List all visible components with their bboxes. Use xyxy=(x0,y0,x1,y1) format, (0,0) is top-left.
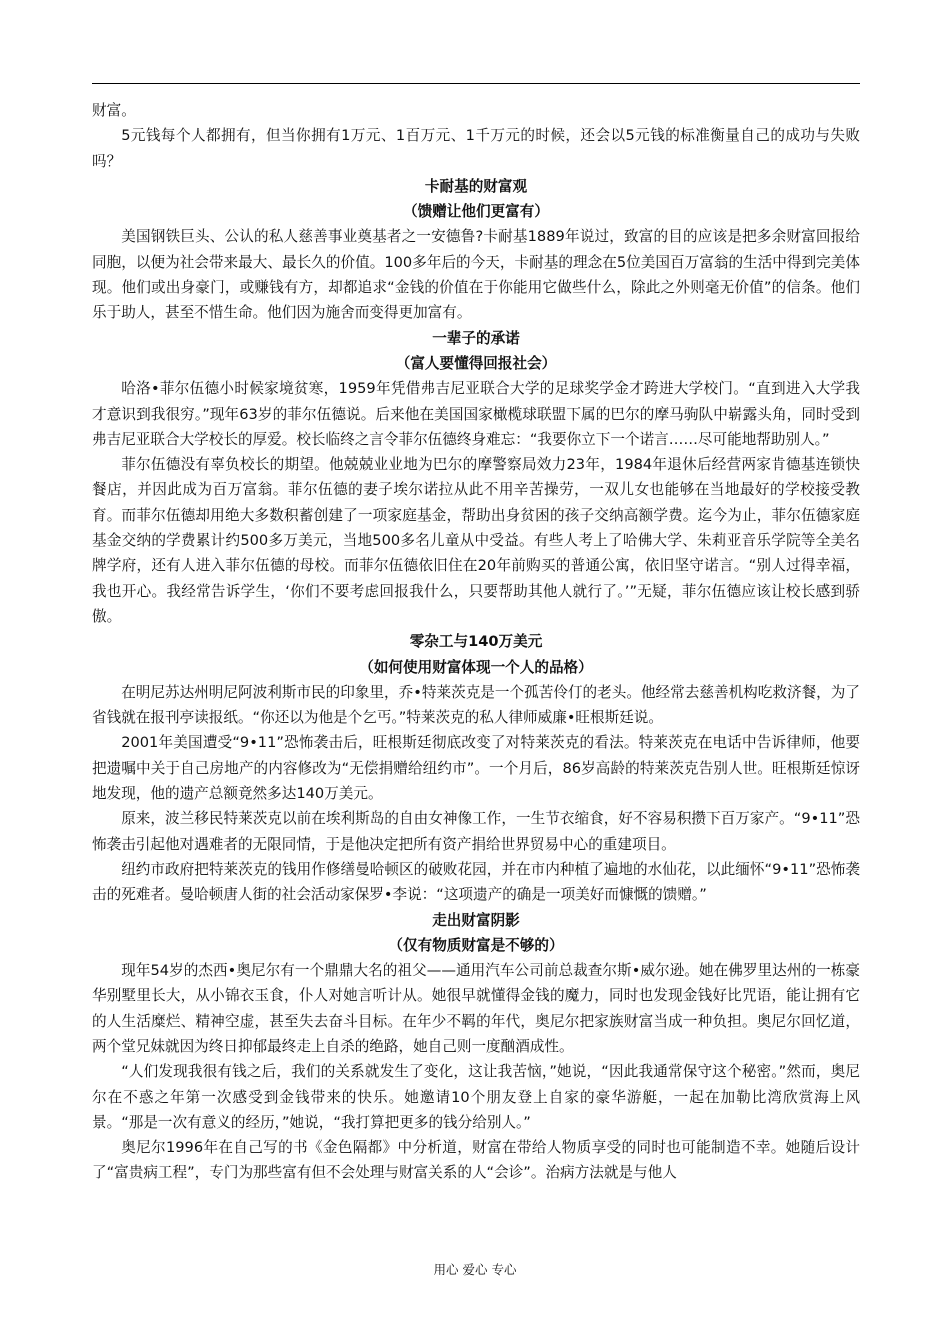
section-title: 卡耐基的财富观 xyxy=(424,177,528,195)
section-title: 一辈子的承诺 xyxy=(432,329,520,347)
page-footer: 用心 爱心 专心 xyxy=(433,1262,517,1277)
section-title: 走出财富阴影 xyxy=(432,911,520,929)
paragraph: 在明尼苏达州明尼阿波利斯市民的印象里，乔•特莱茨克是一个孤苦伶仃的老头。他经常去慈善机构吃救济餐，为了省钱就在报刊亭读报纸。“你还以为他是个乞丐。”特莱茨克的私人律师威廉•旺根斯廷说。 xyxy=(92,683,860,727)
paragraph: 2001年美国遭受“9•11”恐怖袭击后，旺根斯廷彻底改变了对特莱茨克的看法。特莱茨克在电话中告诉律师，他要把遗嘱中关于自己房地产的内容修改为“无偿捐赠给纽约市”。一个月后，86岁高龄的特莱茨克告别人世。旺根斯廷惊讶地发现，他的遗产总额竟然多达140万美元。 xyxy=(92,734,860,803)
section-subtitle: （富人要懂得回报社会） xyxy=(395,354,557,372)
paragraph: “人们发现我很有钱之后，我们的关系就发生了变化，这让我苦恼，”她说，“因此我通常保守这个秘密。”然而，奥尼尔在不惑之年第一次感受到金钱带来的快乐。她邀请10个朋友登上自家的豪华游艇，一起在加勒比湾欣赏海上风景。“那是一次有意义的经历，”她说，“我打算把更多的钱分给别人。” xyxy=(92,1063,860,1131)
paragraph: 奥尼尔1996年在自己写的书《金色隔都》中分析道，财富在带给人物质享受的同时也可能制造不幸。她随后设计了“富贵病工程”，专门为那些富有但不会处理与财富关系的人“会诊”。治病方法就是与他人 xyxy=(92,1139,860,1182)
section-subtitle: （馈赠让他们更富有） xyxy=(403,203,549,221)
document-body xyxy=(92,98,860,1186)
paragraph: 现年54岁的杰西•奥尼尔有一个鼎鼎大名的祖父——通用汽车公司前总裁查尔斯•威尔逊。她在佛罗里达州的一栋豪华别墅里长大，从小锦衣玉食，仆人对她言听计从。她很早就懂得金钱的魔力，同时也发现金钱好比咒语，能让拥有它的人生活糜烂、精神空虚，甚至失去奋斗目标。在年少不羁的年代，奥尼尔把家族财富当成一种负担。奥尼尔回忆道，两个堂兄妹就因为终日抑郁最终走上自杀的绝路，她自己则一度酗酒成性。 xyxy=(92,962,860,1055)
section-title: 零杂工与140万美元 xyxy=(409,633,543,651)
header-rule xyxy=(92,83,860,84)
paragraph: 5元钱每个人都拥有，但当你拥有1万元、1百万元、1千万元的时候，还会以5元钱的标准衡量自己的成功与失败吗？ xyxy=(92,127,860,170)
paragraph: 纽约市政府把特莱茨克的钱用作修缮曼哈顿区的破败花园，并在市内种植了遍地的水仙花，以此缅怀“9•11”恐怖袭击的死难者。曼哈顿唐人街的社会活动家保罗•李说：“这项遗产的确是一项美好而慷慨的馈赠。” xyxy=(92,860,860,904)
paragraph: 哈洛•菲尔伍德小时候家境贫寒，1959年凭借弗吉尼亚联合大学的足球奖学金才跨进大学校门。“直到进入大学我才意识到我很穷。”现年63岁的菲尔伍德说。后来他在美国国家橄榄球联盟下属的巴尔的摩马驹队中崭露头角，同时受到弗吉尼亚联合大学校长的厚爱。校长临终之言令菲尔伍德终身难忘：“我要你立下一个诺言……尽可能地帮助别人。” xyxy=(92,380,860,448)
paragraph: 财富。 xyxy=(92,102,136,119)
paragraph: 美国钢铁巨头、公认的私人慈善事业奠基者之一安德鲁?卡耐基1889年说过，致富的目的应该是把多余财富回报给同胞，以便为社会带来最大、最长久的价值。100多年后的今天，卡耐基的理念在5位美国百万富翁的生活中得到完美体现。他们或出身豪门，或赚钱有方，却都追求“金钱的价值在于你能用它做些什么，除此之外则毫无价值”的信条。他们乐于助人，甚至不惜生命。他们因为施舍而变得更加富有。 xyxy=(92,228,860,322)
paragraph: 菲尔伍德没有辜负校长的期望。他兢兢业业地为巴尔的摩警察局效力23年，1984年退休后经营两家肯德基连锁快餐店，并因此成为百万富翁。菲尔伍德的妻子埃尔诺拉从此不用辛苦操劳，一双儿女也能够在当地最好的学校接受教育。而菲尔伍德却用绝大多数积蓄创建了一项家庭基金，帮助出身贫困的孩子交纳高额学费。迄今为止，菲尔伍德家庭基金交纳的学费累计约500多万美元，当地500多名儿童从中受益。有些人考上了哈佛大学、朱莉亚音乐学院等全美名牌学府，还有人进入菲尔伍德的母校。而菲尔伍德依旧住在20年前购买的普通公寓，依旧坚守诺言。“别人过得幸福，我也开心。我经常告诉学生，‘你们不要考虑回报我什么，只要帮助其他人就行了。’”无疑，菲尔伍德应该让校长感到骄傲。 xyxy=(92,456,860,625)
section-subtitle: （如何使用财富体现一个人的品格） xyxy=(359,658,593,676)
paragraph: 原来，波兰移民特莱茨克以前在埃利斯岛的自由女神像工作，一生节衣缩食，好不容易积攒下百万家产。“9•11”恐怖袭击引起他对遇难者的无限同情，于是他决定把所有资产捐给世界贸易中心的重建项目。 xyxy=(92,810,860,853)
section-subtitle: （仅有物质财富是不够的） xyxy=(388,936,564,954)
